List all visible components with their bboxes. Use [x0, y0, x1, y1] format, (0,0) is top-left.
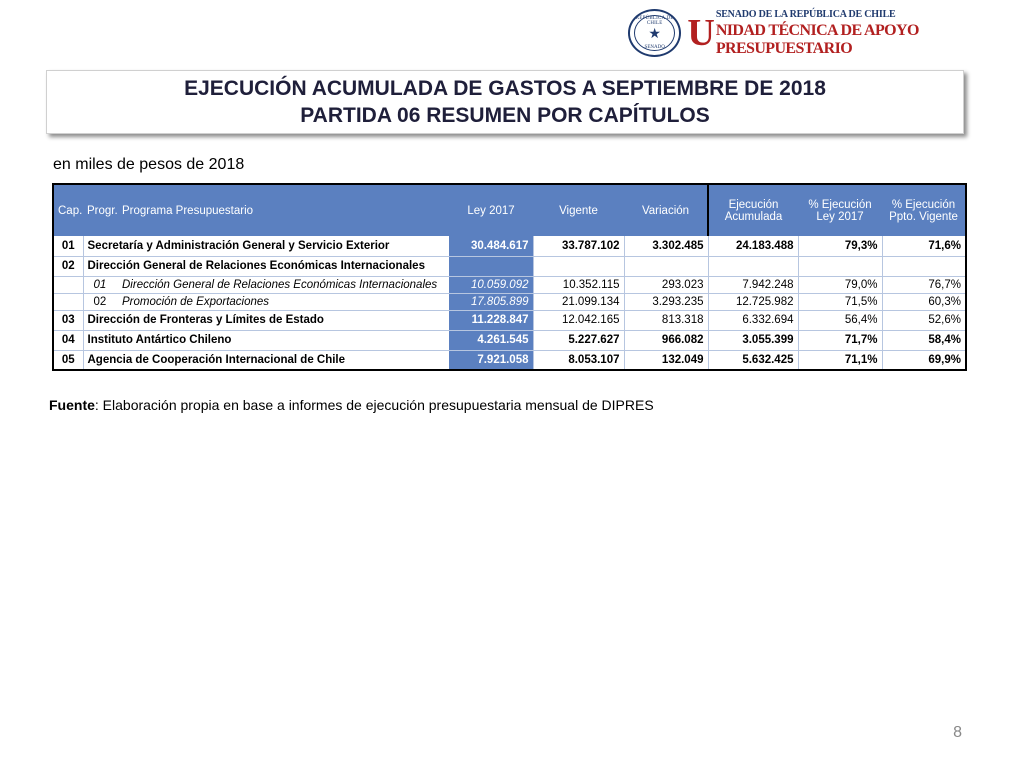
- table-row-cap-02: [53, 256, 966, 276]
- cell-ejecucion: 24.183.488: [708, 236, 798, 256]
- cell-cap: 04: [53, 330, 83, 350]
- cell-pct-ley: 56,4%: [798, 310, 882, 330]
- header-pct-ley-line1: % Ejecución: [808, 198, 872, 211]
- cell-pct-vigente: 60,3%: [882, 293, 966, 310]
- cell-pct-ley: 79,0%: [798, 276, 882, 293]
- cell-pct-vigente: 76,7%: [882, 276, 966, 293]
- table-row-cap-05: [53, 350, 966, 370]
- star-icon: ★: [648, 25, 661, 41]
- cell-ejecucion: 12.725.982: [708, 293, 798, 310]
- cell-nombre: Agencia de Cooperación Internacional de Chile: [83, 350, 449, 370]
- header-pct-vig-line2: Ppto. Vigente: [889, 210, 958, 223]
- header-pct-vig-line1: % Ejecución: [891, 198, 956, 211]
- cell-nombre: Dirección General de Relaciones Económicas Internacionales: [83, 256, 449, 276]
- cell-ejecucion: 3.055.399: [708, 330, 798, 350]
- cell-ley: 11.228.847: [449, 310, 533, 330]
- table-row-cap-03: [53, 310, 966, 330]
- cell-progr: 02: [83, 293, 118, 310]
- utap-logo: [628, 8, 1018, 58]
- cell-ley: 7.921.058: [449, 350, 533, 370]
- header-pct-ley-line2: Ley 2017: [816, 210, 864, 223]
- cell-nombre: Dirección General de Relaciones Económicas Internacionales: [118, 276, 449, 293]
- cell-cap: 02: [53, 256, 83, 276]
- cell-vigente: 33.787.102: [533, 236, 624, 256]
- cell-vigente: 5.227.627: [533, 330, 624, 350]
- cell-cap: 05: [53, 350, 83, 370]
- cell-variacion: 966.082: [624, 330, 708, 350]
- source-note: [49, 397, 654, 413]
- cell-cap: 01: [53, 236, 83, 256]
- cell-cap: 03: [53, 310, 83, 330]
- cell-vigente: [533, 256, 624, 276]
- cell-pct-vigente: 58,4%: [882, 330, 966, 350]
- title-box: [46, 70, 964, 134]
- cell-pct-vigente: 71,6%: [882, 236, 966, 256]
- logo-senate-text: SENADO DE LA REPÚBLICA DE CHILE: [715, 8, 896, 20]
- cell-cap: [53, 293, 83, 310]
- cell-ley: 30.484.617: [449, 236, 533, 256]
- source-label: Fuente: [49, 397, 95, 413]
- cell-vigente: 8.053.107: [533, 350, 624, 370]
- header-variacion: Variación: [624, 184, 708, 236]
- cell-pct-ley: 79,3%: [798, 236, 882, 256]
- budget-table-wrapper: [52, 183, 966, 371]
- header-ley: Ley 2017: [449, 184, 533, 236]
- logo-unit-text: NIDAD TÉCNICA DE APOYO PRESUPUESTARIO: [715, 21, 919, 57]
- cell-ejecucion: 7.942.248: [708, 276, 798, 293]
- header-pct-vigente: [882, 184, 966, 236]
- cell-variacion: [624, 256, 708, 276]
- table-row-cap-01: [53, 236, 966, 256]
- header-ejecucion-line1: Ejecución: [728, 198, 779, 211]
- header-progr: Progr.: [83, 184, 118, 236]
- source-text: : Elaboración propia en base a informes de ejecución presupuestaria mensual de DIPRES: [94, 397, 654, 413]
- cell-ley: 10.059.092: [449, 276, 533, 293]
- title-line-1: EJECUCIÓN ACUMULADA DE GASTOS A SEPTIEMBRE DE 2018: [184, 77, 826, 100]
- cell-variacion: 813.318: [624, 310, 708, 330]
- cell-variacion: 3.293.235: [624, 293, 708, 310]
- cell-cap: [53, 276, 83, 293]
- cell-ejecucion: [708, 256, 798, 276]
- header-pct-ley: [798, 184, 882, 236]
- cell-nombre: Promoción de Exportaciones: [118, 293, 449, 310]
- seal-bottom-text: SENADO: [644, 45, 665, 50]
- cell-nombre: Instituto Antártico Chileno: [83, 330, 449, 350]
- cell-pct-vigente: 52,6%: [882, 310, 966, 330]
- cell-pct-vigente: 69,9%: [882, 350, 966, 370]
- cell-ley: [449, 256, 533, 276]
- header-vigente: Vigente: [533, 184, 624, 236]
- cell-pct-ley: 71,7%: [798, 330, 882, 350]
- cell-vigente: 12.042.165: [533, 310, 624, 330]
- seal-top-text: REPÚBLICA DE CHILE: [635, 16, 674, 26]
- cell-pct-ley: 71,5%: [798, 293, 882, 310]
- cell-ley: 4.261.545: [449, 330, 533, 350]
- cell-ley: 17.805.899: [449, 293, 533, 310]
- cell-ejecucion: 6.332.694: [708, 310, 798, 330]
- cell-pct-ley: [798, 256, 882, 276]
- cell-variacion: 3.302.485: [624, 236, 708, 256]
- budget-table: [52, 183, 967, 371]
- table-row-prog-01: [53, 276, 966, 293]
- header-programa: Programa Presupuestario: [118, 184, 449, 236]
- cell-vigente: 21.099.134: [533, 293, 624, 310]
- cell-nombre: Dirección de Fronteras y Límites de Estado: [83, 310, 449, 330]
- units-label: en miles de pesos de 2018: [53, 156, 245, 173]
- header-ejecucion: [708, 184, 798, 236]
- senate-seal: [628, 9, 681, 57]
- cell-pct-vigente: [882, 256, 966, 276]
- table-row-prog-02: [53, 293, 966, 310]
- cell-nombre: Secretaría y Administración General y Servicio Exterior: [83, 236, 449, 256]
- title-line-2: PARTIDA 06 RESUMEN POR CAPÍTULOS: [300, 104, 710, 127]
- cell-variacion: 293.023: [624, 276, 708, 293]
- cell-ejecucion: 5.632.425: [708, 350, 798, 370]
- cell-pct-ley: 71,1%: [798, 350, 882, 370]
- cell-vigente: 10.352.115: [533, 276, 624, 293]
- header-ejecucion-line2: Acumulada: [724, 210, 783, 223]
- page-number: 8: [953, 724, 962, 741]
- header-cap: Cap.: [53, 184, 83, 236]
- table-header-row: [53, 184, 966, 236]
- logo-letter: U: [687, 12, 715, 54]
- cell-progr: 01: [83, 276, 118, 293]
- cell-variacion: 132.049: [624, 350, 708, 370]
- table-row-cap-04: [53, 330, 966, 350]
